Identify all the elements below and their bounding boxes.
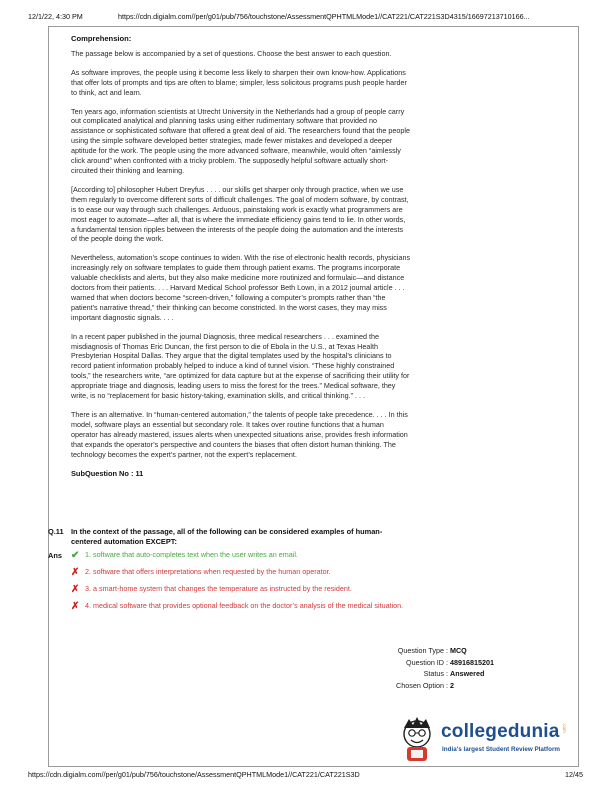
print-timestamp: 12/1/22, 4:30 PM xyxy=(28,12,83,21)
passage-paragraph: [According to] philosopher Hubert Dreyfus . . . . our skills get sharper only through practice, when we use them regularly to overcome different sorts of difficult challenges. The goal of modern software, by contrast, is to ease our way through such challenges. Arduous, painstaking work is exactly what programmers are most eager to automate—after all, that is where the immediate efficiency gains tend to lie. In other words, a fundamental tension ripples between the interests of the people doing the automation and the interests of the people doing the work. xyxy=(71,184,409,244)
comprehension-heading: Comprehension: xyxy=(71,34,132,43)
meta-chosen-option: Chosen Option : 2 xyxy=(396,680,454,690)
subquestion-label: SubQuestion No : 11 xyxy=(71,468,144,478)
footer-url: https://cdn.digialm.com//per/g01/pub/756/touchstone/AssessmentQPHTMLMode1//CAT221/CAT221S3D xyxy=(28,770,360,779)
brand-dotcom: .com xyxy=(562,723,567,733)
passage-paragraph: The passage below is accompanied by a set of questions. Choose the best answer to each question. xyxy=(71,48,392,58)
meta-question-id: Question ID : 48916815201 xyxy=(406,657,494,667)
browser-print-footer xyxy=(0,766,612,780)
option-text: 3. a smart-home system that changes the temperature as instructed by the resident. xyxy=(85,584,352,593)
option-text: 1. software that auto-completes text when the user writes an email. xyxy=(85,550,298,559)
passage-paragraph: There is an alternative. In “human-centered automation,” the talents of people take precedence. . . . In this model, software plays an essential but secondary role. It takes over routine functions that a human operator has already mastered, issues alerts when unexpected situations arise, provides fresh information that expands the operator’s perspective and counters the biases that often distort human thinking. The technology becomes the expert’s partner, not the expert’s replacement. xyxy=(71,410,408,459)
cross-icon: ✗ xyxy=(71,601,80,612)
mascot-icon xyxy=(395,715,439,763)
option-4 xyxy=(71,601,411,612)
question-text: In the context of the passage, all of the following can be considered examples of human-centered automation EXCEPT: xyxy=(71,527,383,546)
meta-status: Status : Answered xyxy=(423,669,485,678)
question-meta xyxy=(360,645,500,691)
cross-icon: ✗ xyxy=(71,567,80,578)
page-number: 12/45 xyxy=(565,770,583,779)
option-1 xyxy=(71,550,411,561)
print-url: https://cdn.digialm.com//per/g01/pub/756/touchstone/AssessmentQPHTMLMode1//CAT221/CAT221S3D4315/16697213710166... xyxy=(118,12,530,21)
question-number: Q.11 xyxy=(48,527,64,536)
option-text: 4. medical software that provides optional feedback on the doctor’s analysis of the medical situation. xyxy=(85,601,404,610)
passage-paragraph: As software improves, the people using it become less likely to sharpen their own know-how. Applications that offer lots of prompts and tips are often to blame; simpler, less solicitous programs push people harder to think, act and learn. xyxy=(71,67,407,97)
option-text: 2. software that offers interpretations when requested by the human operator. xyxy=(85,567,331,576)
brand-tagline: India's largest Student Review Platform xyxy=(442,746,561,753)
answer-label: Ans xyxy=(48,551,62,560)
passage-paragraph: Ten years ago, information scientists at Utrecht University in the Netherlands had a group of people carry out complicated analytical and planning tasks using either rudimentary software that provided no assistance or sophisticated software that offered a great deal of aid. The researchers found that the people using the simple software developed better strategies, made fewer mistakes and developed a deeper aptitude for the work. The people using the more advanced software, meanwhile, would often “aimlessly click around” when confronted with a tricky problem. The supposedly helpful software actually short-circuited their thinking and learning. xyxy=(71,106,410,175)
collegedunia-logo xyxy=(395,715,580,765)
meta-question-type: Question Type : MCQ xyxy=(397,646,467,655)
check-icon: ✔ xyxy=(71,550,80,561)
browser-print-header xyxy=(0,0,612,22)
passage-paragraph: Nevertheless, automation’s scope continues to widen. With the rise of electronic health records, physicians increasingly rely on software templates to guide them through patient exams. The programs incorporate valuable checklists and alerts, but they also make medicine more routinized and formulaic—and distance doctors from their patients. . . . Harvard Medical School professor Beth Lown, in a 2012 journal article . . . warned that when doctors become “screen-driven,” following a computer’s prompts rather than “the patient’s narrative thread,” their thinking can become constricted. In the worst cases, they may miss important diagnostic signals. . . . xyxy=(71,253,411,322)
cross-icon: ✗ xyxy=(71,584,80,595)
comprehension-section xyxy=(71,34,411,478)
passage-paragraph: In a recent paper published in the journal Diagnosis, three medical researchers . . . examined the misdiagnosis of Thomas Eric Duncan, the first person to die of Ebola in the U.S., at Texas Health Presbyterian Hospital Dallas. They argue that the digital templates used by the hospital’s clinicians to record patient information probably helped to induce a kind of tunnel vision. “These highly constrained tools,” the researchers write, “are optimized for data capture but at the expense of sacrificing their utility for appropriate triage and diagnosis, leading users to miss the forest for the trees.” Medical software, they write, is no “replacement for basic history-taking, examination skills, and critical thinking.” . . . xyxy=(71,331,410,401)
brand-name: collegedunia xyxy=(441,721,560,742)
option-3 xyxy=(71,584,411,595)
option-2 xyxy=(71,567,411,578)
